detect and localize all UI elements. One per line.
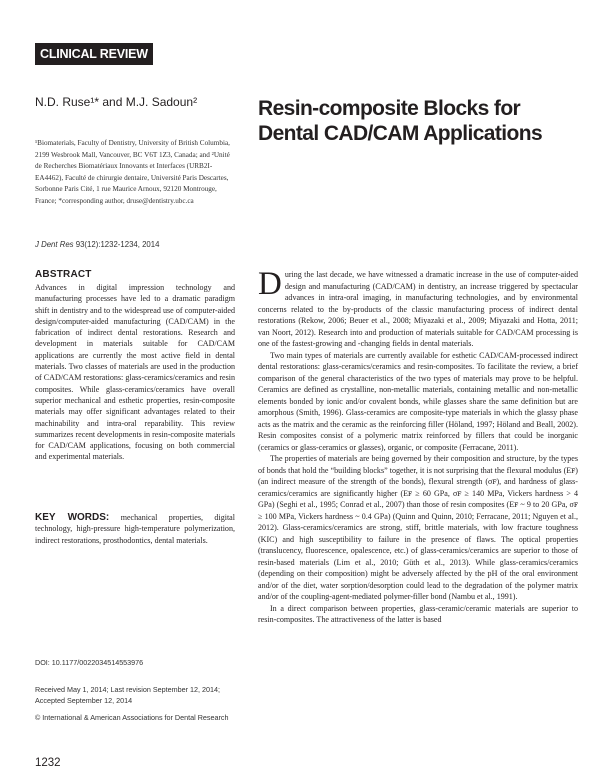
page-number: 1232 <box>35 757 61 769</box>
keywords <box>35 512 235 546</box>
journal-name: J Dent Res <box>35 240 74 249</box>
doi: DOI: 10.1177/0022034514553976 <box>35 658 144 667</box>
abstract-heading: ABSTRACT <box>35 269 92 280</box>
paragraph-2: Two main types of materials are currently available for esthetic CAD/CAM-processed indirect dental restorations: glass-ceramics/ceramics and resin-composites. To facilitate the review, a brief comparison of the general characteristics of the two types of materials may prove to be helpful. Ceramics are defined as crystalline, non-metallic materials, containing metallic and non-metallic elements bonded by ionic and/or covalent bonds, while glasses share the same definition but are amorphous (Smith, 1996). Glass-ceramics are composite-type materials in which the glassy phase acts as the matrix and the ceramic as the reinforcing filler (Höland, 1997; Höland and Beall, 2002). Resin composites consist of a polymeric matrix reinforced by fillers that could be inorganic (ceramics or glass-ceramics or glasses), organic, or composite (Ferracane, 2011). <box>258 350 578 452</box>
paragraph-4: In a direct comparison between properties, glass-ceramic/ceramic materials are superior to resin-composites. The attractiveness of the latter is based <box>258 603 578 624</box>
affiliations: ¹Biomaterials, Faculty of Dentistry, University of British Columbia, 2199 Wesbrook Mall, Vancouver, BC V6T 1Z3, Canada; and ²Unité de Recherches Biomatériaux Innovants et Interfaces (URB2I-EA4462), Faculté de chirurgie dentaire, Université Paris Descartes, Sorbonne Paris Cité, 1 rue Maurice Arnoux, 92120 Montrouge, France; *corresponding author, druse@dentistry.ubc.ca <box>35 139 230 205</box>
article-title: Resin-composite Blocks for Dental CAD/CAM Applications <box>258 97 543 145</box>
section-badge: CLINICAL REVIEW <box>35 43 153 65</box>
keywords-text: mechanical properties, digital technology, high-pressure high-temperature polymerization, indirect restorations, prosthodontics, dental materials. <box>35 513 235 545</box>
body-text <box>258 266 578 626</box>
paragraph-1 <box>258 266 578 350</box>
keywords-heading: KEY WORDS: <box>35 512 110 523</box>
drop-cap: D <box>258 266 282 302</box>
abstract-text: Advances in digital impression technology and manufacturing processes have led to a dramatic paradigm shift in dentistry and to the widespread use of computer-aided design/computer-aided manufacturing (CAD/CAM) in the fabrication of indirect dental restorations. Research and development in materials suitable for CAD/CAM applications are currently the most active field in dental materials. Two classes of materials are used in the production of CAD/CAM restorations: glass-ceramics/ceramics and resin composites. While glass-ceramics/ceramics have overall superior mechanical and esthetic properties, resin-composite materials may offer significant advantages related to their machinability and intra-oral reparability. This review summarizes recent developments in resin-composite materials for CAD/CAM applications, focusing on both commercial and experimental materials. <box>35 283 235 462</box>
journal-citation <box>35 240 159 249</box>
paragraph-3: The properties of materials are being governed by their composition and structure, by the types of bonds that hold the “building blocks” together, it is not surprising that the flexural modulus (Eꜰ) (an indirect measure of the strength of the bonds), flexural strength (σꜰ), and hardness of glass-ceramics/ceramics are significantly higher (Eꜰ ≥ 60 GPa, σꜰ ≥ 140 MPa, Vickers hardness > 4 GPa) (Seghi et al., 1995; Conrad et al., 2007) than those of resin composites (Eꜰ ~ 9 to 20 GPa, σꜰ ≥ 100 MPa, Vickers hardness ~ 0.4 GPa) (Quinn and Quinn, 2010; Ferracane, 2011; Nguyen et al., 2012). Glass-ceramics/ceramics are strong, stiff, brittle materials, with low fracture toughness (KIC) and high susceptibility to failure in the presence of flaws. The optical properties (translucency, fluorescence, opalescence, etc.) of glass-ceramics/ceramics are superior to those of resin-based materials (Lim et al., 2010; Güth et al., 2013). While glass-ceramics/ceramics (depending on their composition) might be adversely affected by the pH of the oral environment and/or of the diet, water sorption/desorption could lead to the degradation of the polymer matrix and/or of the coupling-agent-mediated polymer-filler bond (Nambu et al., 1991). <box>258 454 578 601</box>
copyright: © International & American Associations for Dental Research <box>35 713 229 722</box>
journal-ref: 93(12):1232-1234, 2014 <box>75 240 160 249</box>
received-dates: Received May 1, 2014; Last revision September 12, 2014; Accepted September 12, 2014 <box>35 685 220 705</box>
paragraph-1-text: uring the last decade, we have witnessed a dramatic increase in the use of computer-aided design and manufacturing (CAD/CAM) in dentistry, an increase triggered by spectacular advances in intra-oral imaging, in manufacturing technologies, and by environmental concerns related to the by-products of the classic manufacturing process of indirect dental restorations (Rekow, 2006; Beuer et al., 2008; Miyazaki et al., 2009; Miyazaki and Hotta, 2011; van Noort, 2012). Research into and production of materials suitable for CAD/CAM processing is one of the fastest-growing and -changing fields in dental materials. <box>258 270 578 348</box>
authors: N.D. Ruse¹* and M.J. Sadoun² <box>35 95 198 109</box>
